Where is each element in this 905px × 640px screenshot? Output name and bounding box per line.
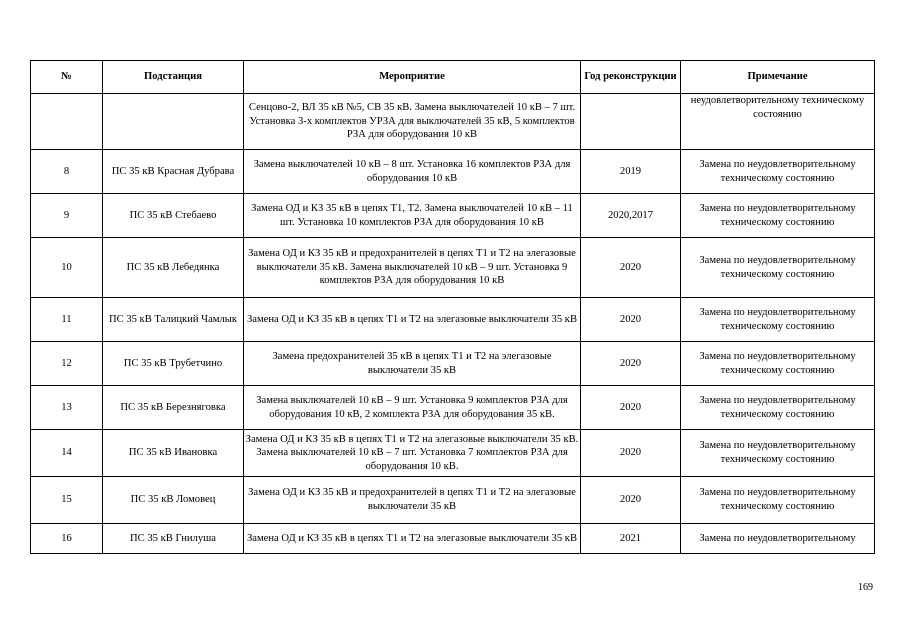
- cell-num: 8: [31, 150, 103, 194]
- table-row: [31, 150, 875, 194]
- cell-num: 12: [31, 342, 103, 386]
- table-row: [31, 477, 875, 524]
- header-measure: Мероприятие: [244, 61, 581, 94]
- page-number: 169: [858, 582, 873, 593]
- table-row: [31, 524, 875, 554]
- header-note: Примечание: [681, 61, 875, 94]
- cell-substation: ПС 35 кВ Талицкий Чамлык: [103, 298, 244, 342]
- cell-year: 2020: [581, 477, 681, 524]
- cell-num: [31, 94, 103, 150]
- cell-measure: Замена ОД и КЗ 35 кВ в цепях Т1 и Т2 на элегазовые выключатели 35 кВ. Замена выключателей 10 кВ – 7 шт. Установка 7 комплектов РЗА для оборудования 10 кВ.: [244, 430, 581, 477]
- cell-measure: Замена ОД и КЗ 35 кВ и предохранителей в цепях Т1 и Т2 на элегазовые выключатели 35 кВ: [244, 477, 581, 524]
- cell-note: Замена по неудовлетворительному техническому состоянию: [681, 342, 875, 386]
- table-row: [31, 298, 875, 342]
- cell-num: 14: [31, 430, 103, 477]
- cell-year: 2020: [581, 238, 681, 298]
- cell-substation: ПС 35 кВ Ивановка: [103, 430, 244, 477]
- cell-year: [581, 94, 681, 150]
- cell-measure: Замена ОД и КЗ 35 кВ в цепях Т1 и Т2 на элегазовые выключатели 35 кВ: [244, 298, 581, 342]
- cell-num: 13: [31, 386, 103, 430]
- cell-substation: ПС 35 кВ Трубетчино: [103, 342, 244, 386]
- cell-year: 2020: [581, 430, 681, 477]
- cell-note: Замена по неудовлетворительному: [681, 524, 875, 554]
- cell-note: Замена по неудовлетворительному техническому состоянию: [681, 194, 875, 238]
- cell-num: 10: [31, 238, 103, 298]
- table-row: [31, 342, 875, 386]
- table-row: [31, 386, 875, 430]
- cell-measure: Замена ОД и КЗ 35 кВ и предохранителей в цепях Т1 и Т2 на элегазовые выключатели 35 кВ. Замена выключателей 10 кВ – 9 шт. Установка 9 комплектов РЗА для оборудования 10 кВ: [244, 238, 581, 298]
- table-row: [31, 238, 875, 298]
- cell-note: Замена по неудовлетворительному техническому состоянию: [681, 298, 875, 342]
- cell-note: Замена по неудовлетворительному техническому состоянию: [681, 477, 875, 524]
- cell-measure: Сенцово-2, ВЛ 35 кВ №5, СВ 35 кВ. Замена выключателей 10 кВ – 7 шт. Установка 3-х комплектов УРЗА для выключателей 35 кВ, 5 комплектов РЗА для оборудования 10 кВ: [244, 94, 581, 150]
- cell-measure: Замена выключателей 10 кВ – 9 шт. Установка 9 комплектов РЗА для оборудования 10 кВ, 2 комплекта РЗА для оборудования 35 кВ.: [244, 386, 581, 430]
- cell-substation: [103, 94, 244, 150]
- cell-measure: Замена выключателей 10 кВ – 8 шт. Установка 16 комплектов РЗА для оборудования 10 кВ: [244, 150, 581, 194]
- table-row: [31, 94, 875, 150]
- cell-measure: Замена предохранителей 35 кВ в цепях Т1 и Т2 на элегазовые выключатели 35 кВ: [244, 342, 581, 386]
- cell-num: 15: [31, 477, 103, 524]
- header-year: Год реконструкции: [581, 61, 681, 94]
- cell-substation: ПС 35 кВ Березняговка: [103, 386, 244, 430]
- reconstruction-table: [30, 60, 875, 554]
- cell-substation: ПС 35 кВ Стебаево: [103, 194, 244, 238]
- cell-note: Замена по неудовлетворительному техническому состоянию: [681, 430, 875, 477]
- cell-year: 2020,2017: [581, 194, 681, 238]
- header-num: №: [31, 61, 103, 94]
- cell-year: 2021: [581, 524, 681, 554]
- cell-note: Замена по неудовлетворительному техническому состоянию: [681, 150, 875, 194]
- cell-substation: ПС 35 кВ Красная Дубрава: [103, 150, 244, 194]
- cell-year: 2020: [581, 386, 681, 430]
- cell-note: Замена по неудовлетворительному техническому состоянию: [681, 386, 875, 430]
- cell-year: 2019: [581, 150, 681, 194]
- cell-num: 11: [31, 298, 103, 342]
- cell-num: 16: [31, 524, 103, 554]
- table-header-row: [31, 61, 875, 94]
- cell-year: 2020: [581, 298, 681, 342]
- header-substation: Подстанция: [103, 61, 244, 94]
- table-row: [31, 430, 875, 477]
- cell-substation: ПС 35 кВ Лебедянка: [103, 238, 244, 298]
- cell-substation: ПС 35 кВ Гнилуша: [103, 524, 244, 554]
- cell-note: Замена по неудовлетворительному техническому состоянию: [681, 238, 875, 298]
- cell-year: 2020: [581, 342, 681, 386]
- cell-note: неудовлетворительному техническому состоянию: [681, 94, 875, 150]
- cell-num: 9: [31, 194, 103, 238]
- cell-measure: Замена ОД и КЗ 35 кВ в цепях Т1, Т2. Замена выключателей 10 кВ – 11 шт. Установка 10 комплектов РЗА для оборудования 10 кВ: [244, 194, 581, 238]
- table-row: [31, 194, 875, 238]
- cell-substation: ПС 35 кВ Ломовец: [103, 477, 244, 524]
- cell-measure: Замена ОД и КЗ 35 кВ в цепях Т1 и Т2 на элегазовые выключатели 35 кВ: [244, 524, 581, 554]
